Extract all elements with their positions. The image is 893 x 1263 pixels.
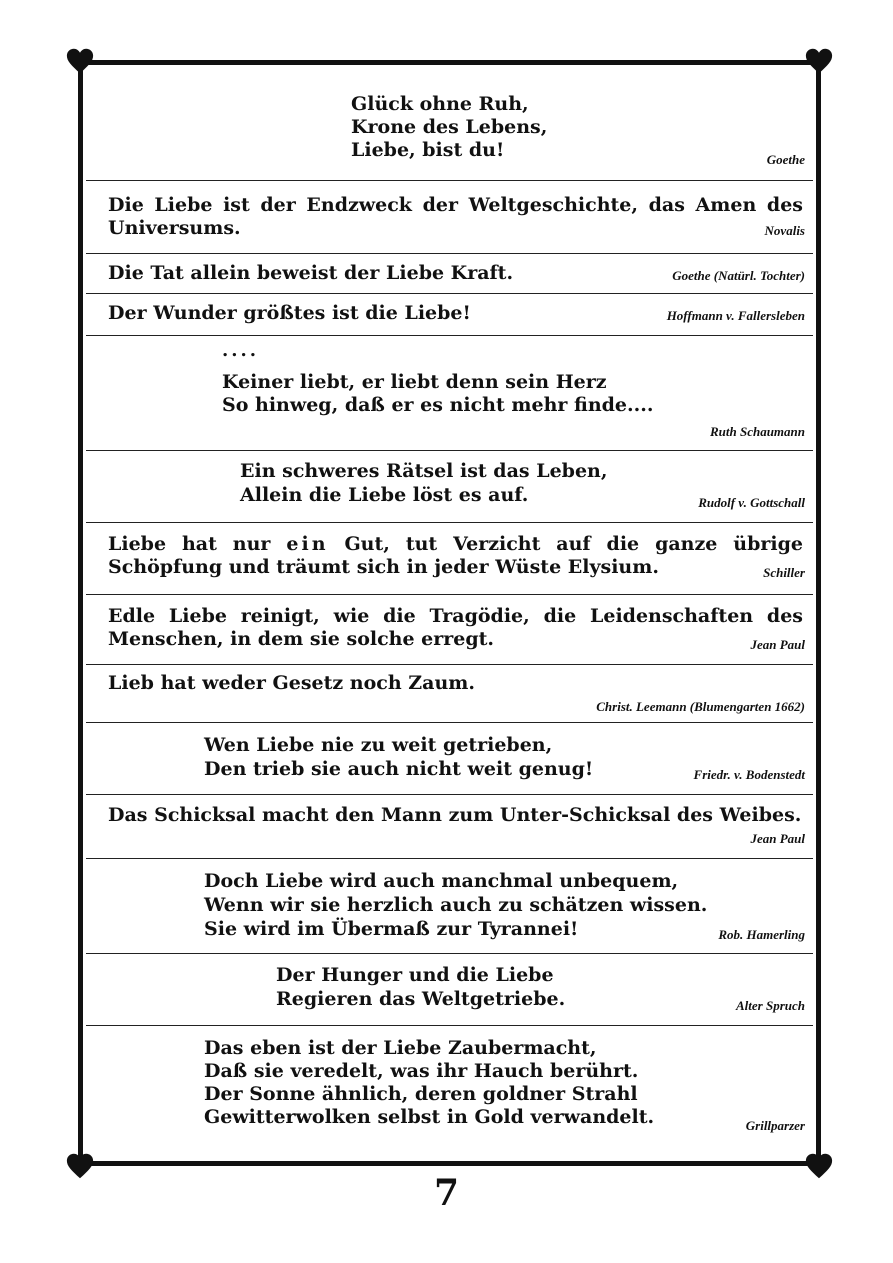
page-number: 7 [433, 1172, 460, 1214]
quote-line: Das eben ist der Liebe Zaubermacht, [204, 1037, 597, 1059]
quote-entry [86, 523, 813, 595]
quote-author: Alter Spruch [736, 998, 805, 1013]
quote-text: Die Tat allein beweist der Liebe Kraft. [108, 262, 514, 284]
quote-author: Goethe (Natürl. Tochter) [672, 268, 805, 283]
quote-line: Glück ohne Ruh, [351, 93, 529, 115]
quote-entry [86, 859, 813, 954]
quote-author: Novalis [764, 223, 805, 238]
quote-entry [86, 795, 813, 859]
quote-entry [86, 723, 813, 795]
quote-text: Die Liebe ist der Endzweck der Weltgeschichte, das Amen des Universums. [108, 194, 803, 239]
quote-author: Ruth Schaumann [709, 424, 805, 439]
quote-list [86, 65, 813, 1161]
quote-author: Jean Paul [750, 637, 805, 652]
quote-author: Hoffmann v. Fallersleben [666, 308, 805, 323]
quote-author: Jean Paul [750, 831, 805, 846]
quote-author: Schiller [763, 565, 805, 580]
quote-author: Goethe [766, 152, 805, 167]
quote-text-part: Gut, tut Verzicht auf die ganze übrige Schöpfung und träumt sich in jeder Wüste Elysium. [108, 533, 803, 578]
quote-text-part: Liebe hat nur [108, 533, 287, 555]
quote-line: Gewitterwolken selbst in Gold verwandelt. [204, 1106, 655, 1128]
quote-line: Allein die Liebe löst es auf. [240, 484, 529, 506]
quote-line: Krone des Lebens, [351, 116, 548, 138]
quote-line: Daß sie veredelt, was ihr Hauch berührt. [204, 1060, 639, 1082]
quote-author: Grillparzer [745, 1118, 805, 1133]
quote-line: Regieren das Weltgetriebe. [276, 988, 566, 1010]
frame-left-rule [78, 68, 83, 1158]
quote-line: So hinweg, daß er es nicht mehr finde.... [222, 394, 654, 416]
quote-entry [86, 336, 813, 451]
quote-entry [86, 954, 813, 1026]
quote-line: Der Sonne ähnlich, deren goldner Strahl [204, 1083, 638, 1105]
quote-entry [86, 595, 813, 665]
quote-entry [86, 254, 813, 294]
quote-entry [86, 665, 813, 723]
quote-line: Liebe, bist du! [351, 139, 505, 161]
quote-text: Lieb hat weder Gesetz noch Zaum. [108, 672, 476, 694]
frame-bottom-rule [80, 1161, 819, 1166]
quote-author: Friedr. v. Bodenstedt [693, 767, 805, 782]
quote-line: Keiner liebt, er liebt denn sein Herz [222, 371, 607, 393]
quote-line: Sie wird im Übermaß zur Tyrannei! [204, 918, 579, 940]
quote-entry [86, 294, 813, 336]
quote-text: Das Schicksal macht den Mann zum Unter-Schicksal des Weibes. [108, 804, 802, 826]
quote-author: Christ. Leemann (Blumengarten 1662) [596, 699, 805, 714]
quote-author: Rudolf v. Gottschall [698, 495, 805, 510]
quote-line: Wenn wir sie herzlich auch zu schätzen wissen. [204, 894, 708, 916]
quote-entry [86, 65, 813, 181]
quote-line: Den trieb sie auch nicht weit genug! [204, 758, 594, 780]
quote-text [108, 533, 803, 579]
quote-text: Der Wunder größtes ist die Liebe! [108, 302, 471, 324]
quote-text: Edle Liebe reinigt, wie die Tragödie, die Leidenschaften des Menschen, in dem sie solche erregt. [108, 605, 803, 650]
page-frame [80, 60, 819, 1166]
frame-right-rule [816, 68, 821, 1158]
quote-line: Wen Liebe nie zu weit getrieben, [204, 734, 553, 756]
quote-entry [86, 451, 813, 523]
quote-entry [86, 1026, 813, 1161]
quote-line: Der Hunger und die Liebe [276, 964, 554, 986]
quote-entry [86, 181, 813, 254]
quote-line: Ein schweres Rätsel ist das Leben, [240, 460, 608, 482]
quote-text-emphasis: ein [286, 533, 329, 555]
quote-ellipsis: .... [222, 340, 260, 361]
quote-author: Rob. Hamerling [718, 927, 805, 942]
quote-line: Doch Liebe wird auch manchmal unbequem, [204, 870, 679, 892]
